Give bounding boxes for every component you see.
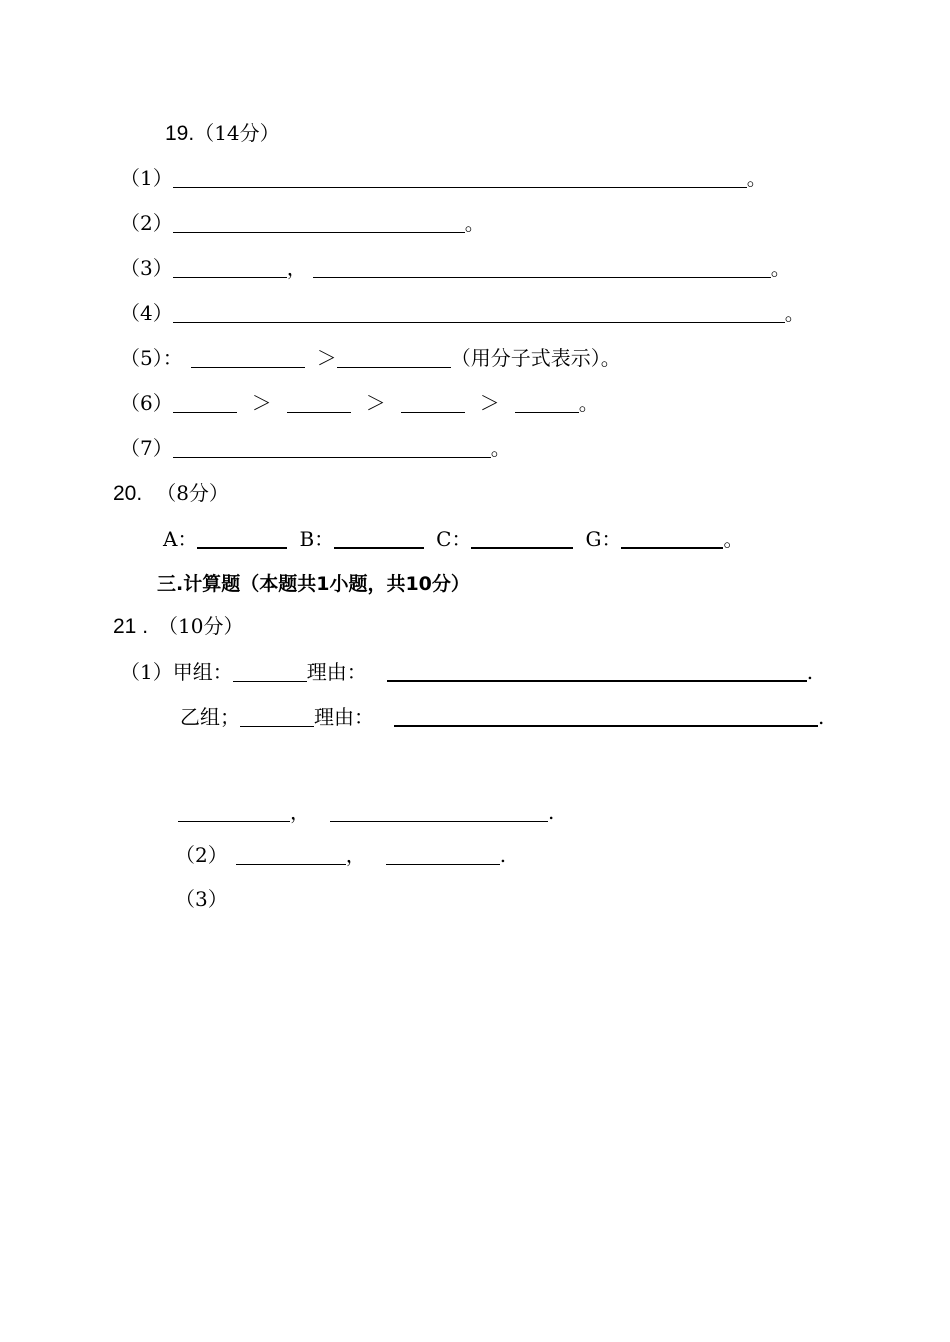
q20-header bbox=[113, 481, 229, 505]
q20-score: （8分） bbox=[156, 481, 229, 505]
q19-part-1-label: （1） bbox=[120, 166, 173, 190]
q21-part-3 bbox=[175, 887, 228, 911]
q19-part-3-end: 。 bbox=[770, 256, 791, 280]
q21-group-a-end: . bbox=[806, 660, 814, 684]
q19-score: （14分） bbox=[194, 121, 280, 145]
q21-number: 21 . bbox=[113, 615, 149, 638]
q19-part-6-greater-than-3: ＞ bbox=[479, 391, 500, 415]
q21-group-b-reason-blank[interactable] bbox=[394, 705, 818, 727]
q19-part-4-answer-blank[interactable] bbox=[173, 302, 785, 323]
section-3-heading: 三.计算题（本题共1小题，共10分） bbox=[157, 573, 470, 595]
q19-part-2 bbox=[120, 211, 485, 235]
q19-part-6-answer-blank-3[interactable] bbox=[401, 392, 465, 413]
q19-part-6 bbox=[120, 391, 599, 415]
q19-part-6-label: （6） bbox=[120, 391, 173, 415]
q19-part-3 bbox=[120, 256, 791, 280]
q19-part-7-end: 。 bbox=[490, 436, 511, 460]
q19-part-1-answer-blank[interactable] bbox=[173, 167, 747, 188]
q21-group-b-answer-blank[interactable] bbox=[240, 706, 314, 727]
q19-part-3-answer-blank-2[interactable] bbox=[313, 257, 771, 278]
q20-answer-b-blank[interactable] bbox=[334, 527, 424, 549]
q21-part-1-label: （1） bbox=[120, 660, 173, 684]
q19-header bbox=[165, 121, 280, 145]
q19-part-3-answer-blank-1[interactable] bbox=[173, 257, 287, 278]
q19-part-4-end: 。 bbox=[784, 301, 805, 325]
q19-part-4 bbox=[120, 301, 805, 325]
q21-part-3-label: （3） bbox=[175, 887, 228, 911]
q19-part-6-answer-blank-1[interactable] bbox=[173, 392, 237, 413]
q21-group-a-label: 甲组： bbox=[172, 660, 233, 684]
q19-part-7-label: （7） bbox=[120, 436, 173, 460]
q19-part-5-answer-blank-2[interactable] bbox=[337, 347, 451, 368]
q19-part-6-end: 。 bbox=[578, 391, 599, 415]
q20-answer-g-blank[interactable] bbox=[621, 527, 723, 549]
q21-group-a-reason-label: 理由： bbox=[306, 660, 367, 684]
q19-part-1-end: 。 bbox=[746, 166, 767, 190]
q21-extra-end: . bbox=[548, 800, 555, 824]
q21-group-b-reason-label: 理由： bbox=[314, 705, 374, 729]
q21-part-1-extra bbox=[178, 800, 554, 824]
q20-label-g: G： bbox=[585, 527, 622, 551]
q21-part-2-end: . bbox=[499, 843, 507, 867]
q21-score: （10分） bbox=[158, 614, 244, 638]
q19-part-5-answer-blank-1[interactable] bbox=[191, 347, 305, 368]
q19-part-4-label: （4） bbox=[120, 301, 173, 325]
q21-part-1-group-a bbox=[120, 660, 813, 684]
q20-answers bbox=[163, 527, 743, 551]
q21-part-1-group-b bbox=[180, 705, 824, 729]
q19-part-2-end: 。 bbox=[464, 211, 485, 235]
q21-group-b-end: . bbox=[818, 705, 825, 729]
q21-extra-answer-blank-2[interactable] bbox=[330, 801, 548, 822]
q20-label-b: B： bbox=[299, 527, 335, 551]
q19-part-7-answer-blank[interactable] bbox=[173, 437, 491, 458]
q21-part-2-answer-blank-2[interactable] bbox=[386, 844, 500, 865]
q21-extra-separator: ， bbox=[290, 800, 310, 824]
q19-part-2-label: （2） bbox=[120, 211, 173, 235]
q19-part-3-label: （3） bbox=[120, 256, 173, 280]
q19-part-1 bbox=[120, 166, 767, 190]
q19-part-5-greater-than: ＞ bbox=[316, 346, 337, 370]
q21-extra-answer-blank-1[interactable] bbox=[178, 801, 290, 822]
q21-part-2 bbox=[175, 843, 506, 867]
q21-group-a-reason-blank[interactable] bbox=[387, 660, 807, 682]
q21-part-2-label: （2） bbox=[175, 843, 228, 867]
q20-label-c: C： bbox=[436, 527, 472, 551]
q20-answer-c-blank[interactable] bbox=[471, 527, 573, 549]
q19-part-2-answer-blank[interactable] bbox=[173, 212, 465, 233]
q21-part-2-separator: ， bbox=[345, 843, 366, 867]
q20-number: 20. bbox=[113, 482, 143, 505]
q19-part-5-label: （5）： bbox=[120, 346, 183, 370]
q19-number: 19. bbox=[165, 122, 195, 145]
q20-end: 。 bbox=[723, 527, 744, 551]
q19-part-6-answer-blank-2[interactable] bbox=[287, 392, 351, 413]
q19-part-6-greater-than-1: ＞ bbox=[251, 391, 272, 415]
q19-part-6-answer-blank-4[interactable] bbox=[515, 392, 579, 413]
q19-part-7 bbox=[120, 436, 511, 460]
q19-part-5-note: （用分子式表示）。 bbox=[450, 346, 621, 370]
q21-header bbox=[113, 614, 243, 638]
q20-label-a: A： bbox=[163, 527, 198, 551]
q19-part-5 bbox=[120, 346, 621, 370]
q21-part-2-answer-blank-1[interactable] bbox=[236, 844, 346, 865]
q21-group-a-answer-blank[interactable] bbox=[233, 661, 307, 682]
q21-group-b-label: 乙组； bbox=[180, 705, 240, 729]
q19-part-6-greater-than-2: ＞ bbox=[365, 391, 386, 415]
q20-answer-a-blank[interactable] bbox=[197, 527, 287, 549]
q19-part-3-separator: ， bbox=[286, 256, 307, 280]
